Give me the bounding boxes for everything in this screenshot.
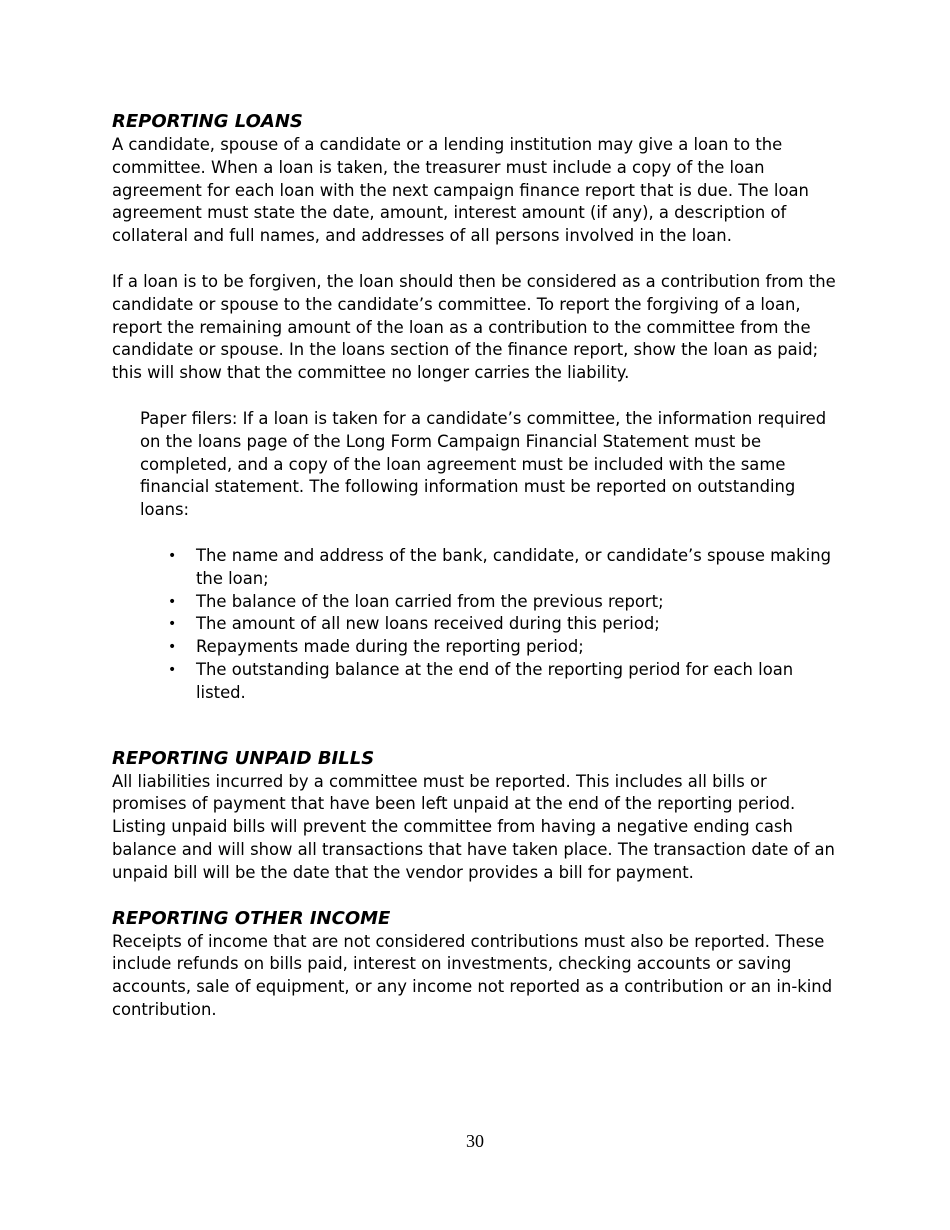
other-income-paragraph: Receipts of income that are not considered contributions must also be reported. These include refunds on bills paid, interest on investments, checking accounts or saving accounts, sale of equipment, or any income not reported as a contribution or an in-kind contribution. — [112, 931, 833, 1019]
list-item-text: The outstanding balance at the end of the reporting period for each loan listed. — [196, 659, 794, 702]
heading-reporting-other-income: REPORTING OTHER INCOME — [112, 907, 391, 929]
list-item-text: Repayments made during the reporting period; — [196, 637, 584, 657]
outstanding-loans-list — [112, 545, 842, 705]
loans-paragraph-1: A candidate, spouse of a candidate or a lending institution may give a loan to the committee. When a loan is taken, the treasurer must include a copy of the loan agreement for each loan with the next campaign finance report that is due. The loan agreement must state the date, amount, interest amount (if any), a description of collateral and full names, and addresses of all persons involved in the loan. — [112, 135, 809, 246]
bullet-icon: • — [168, 593, 177, 610]
loans-paragraph-2: If a loan is to be forgiven, the loan should then be considered as a contribution from the candidate or spouse to the candidate’s committee. To report the forgiving of a loan, report the remaining amount of the loan as a contribution to the committee from the candidate or spouse. In the loans section of the finance report, show the loan as paid; this will show that the committee no longer carries the liability. — [112, 271, 836, 383]
bullet-icon: • — [168, 547, 177, 564]
list-item — [168, 613, 842, 636]
list-item — [168, 545, 842, 591]
list-item-text: The balance of the loan carried from the previous report; — [196, 591, 664, 611]
list-item — [168, 636, 842, 659]
section-reporting-unpaid-bills — [112, 747, 842, 885]
document-page — [112, 110, 842, 1022]
heading-reporting-loans: REPORTING LOANS — [112, 111, 303, 132]
unpaid-bills-paragraph: All liabilities incurred by a committee must be reported. This includes all bills or promises of payment that have been left unpaid at the end of the reporting period. Listing unpaid bills will prevent the committee from having a negative ending cash balance and will show all transactions that have taken place. The transaction date of an unpaid bill will be the date that the vendor provides a bill for payment. — [112, 771, 835, 882]
bullet-icon: • — [168, 616, 177, 633]
bullet-icon: • — [168, 639, 177, 656]
bullet-icon: • — [168, 661, 177, 678]
paper-filers-paragraph: Paper filers: If a loan is taken for a candidate’s committee, the information required on the loans page of the Long Form Campaign Financial Statement must be completed, and a copy of the loan agreement must be included with the same financial statement. The following information must be reported on outstanding loans: — [140, 408, 827, 520]
list-item — [168, 659, 842, 705]
list-item — [168, 591, 842, 614]
page-number: 30 — [466, 1131, 484, 1151]
list-item-text: The name and address of the bank, candidate, or candidate’s spouse making the loan; — [196, 545, 832, 588]
list-item-text: The amount of all new loans received during this period; — [196, 614, 660, 634]
section-reporting-other-income — [112, 907, 842, 1022]
section-reporting-loans — [112, 110, 842, 705]
heading-reporting-unpaid-bills: REPORTING UNPAID BILLS — [112, 747, 375, 769]
